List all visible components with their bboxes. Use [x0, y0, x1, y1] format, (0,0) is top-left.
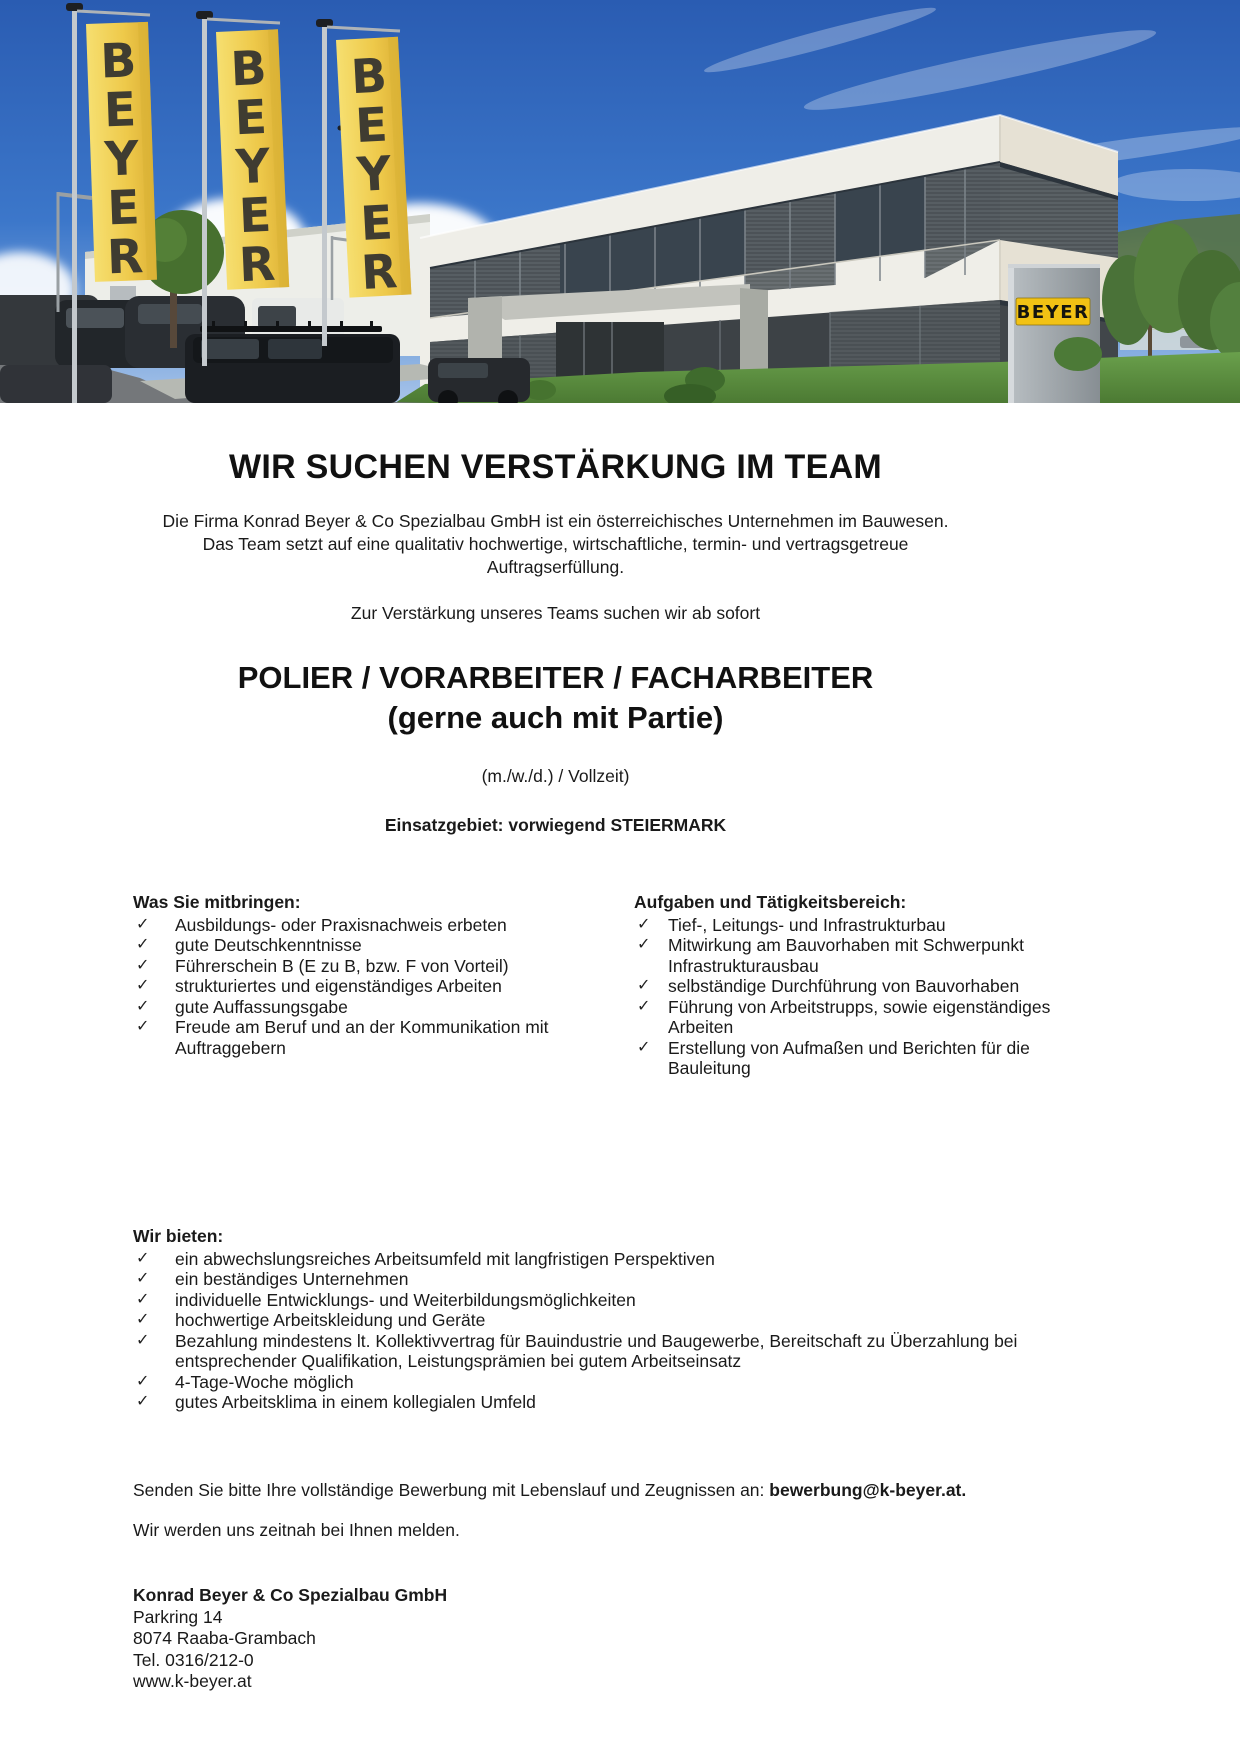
application-email: bewerbung@k-beyer.at	[769, 1479, 962, 1500]
tasks-column	[634, 892, 1104, 1079]
list-item-text: Ausbildungs- oder Praxisnachweis erbeten	[175, 914, 507, 935]
list-item-text: Tief-, Leitungs- und Infrastrukturbau	[668, 914, 946, 935]
list-item-text: Mitwirkung am Bauvorhaben mit Schwerpunkt Infrastrukturausbau	[668, 935, 1024, 976]
requirements-column	[133, 892, 634, 1079]
intro-line-2: Das Team setzt auf eine qualitativ hochwertige, wirtschaftliche, termin- und vertragsgetreue Auftragserfüllung.	[202, 534, 909, 577]
intro-paragraph	[133, 510, 978, 579]
offer-heading: Wir bieten:	[133, 1225, 224, 1246]
job-title-line-1: POLIER / VORARBEITER / FACHARBEITER	[237, 660, 874, 695]
list-item-text: selbständige Durchführung von Bauvorhaben	[668, 976, 1020, 997]
list-item	[133, 1331, 1123, 1372]
beyer-flag-1	[86, 22, 157, 286]
list-item	[133, 1290, 1123, 1311]
check-icon: ✓	[136, 1249, 150, 1267]
car-near-entrance	[428, 358, 530, 403]
list-item	[133, 1017, 634, 1058]
list-item	[133, 976, 634, 997]
check-icon: ✓	[136, 915, 150, 933]
list-item	[133, 935, 634, 956]
company-website: www.k-beyer.at	[133, 1671, 252, 1692]
list-item-text: ein beständiges Unternehmen	[175, 1269, 409, 1290]
check-icon: ✓	[136, 1270, 150, 1288]
list-item-text: ein abwechslungsreiches Arbeitsumfeld mit langfristigen Perspektiven	[175, 1248, 715, 1269]
list-item-text: strukturiertes und eigenständiges Arbeiten	[175, 976, 502, 997]
check-icon: ✓	[136, 956, 150, 974]
company-street: Parkring 14	[133, 1606, 223, 1627]
list-item	[634, 915, 1104, 936]
list-item	[133, 1310, 1123, 1331]
two-column-section	[133, 892, 1123, 1079]
list-item	[634, 976, 1104, 997]
job-title-line-2: (gerne auch mit Partie)	[387, 700, 724, 735]
check-icon: ✓	[136, 977, 150, 995]
car-foreground-left	[0, 365, 112, 403]
check-icon: ✓	[637, 936, 651, 954]
list-item	[634, 935, 1104, 976]
list-item	[133, 1249, 1123, 1270]
beyer-flag-2	[216, 29, 289, 293]
list-item-text: gutes Arbeitsklima in einem kollegialen Umfeld	[175, 1392, 536, 1413]
company-phone: Tel. 0316/212-0	[133, 1649, 254, 1670]
document-body	[0, 449, 1123, 1693]
list-item-text: gute Auffassungsgabe	[175, 996, 348, 1017]
requirements-heading: Was Sie mitbringen:	[133, 891, 301, 912]
tasks-heading: Aufgaben und Tätigkeitsbereich:	[634, 891, 907, 912]
list-item	[634, 997, 1104, 1038]
check-icon: ✓	[136, 997, 150, 1015]
hero-photo	[0, 0, 1240, 403]
list-item-text: Freude am Beruf und an der Kommunikation mit Auftraggebern	[175, 1017, 549, 1058]
check-icon: ✓	[637, 977, 651, 995]
list-item	[133, 915, 634, 936]
job-subtitle: (m./w./d.) / Vollzeit)	[481, 765, 630, 786]
list-item-text: Bezahlung mindestens lt. Kollektivvertrag für Bauindustrie und Baugewerbe, Bereitschaft zu Überzahlung bei entsprechender Qualifikation, Leistungsprämien bei gutem Arbeitseinsatz	[175, 1330, 1018, 1372]
check-icon: ✓	[136, 1290, 150, 1308]
list-item	[133, 1392, 1123, 1413]
list-item-text: 4-Tage-Woche möglich	[175, 1371, 354, 1392]
application-prefix: Senden Sie bitte Ihre vollständige Bewerbung mit Lebenslauf und Zeugnissen an:	[133, 1479, 770, 1500]
requirements-list	[133, 915, 634, 1059]
page-title: WIR SUCHEN VERSTÄRKUNG IM TEAM	[228, 448, 883, 486]
check-icon: ✓	[637, 915, 651, 933]
list-item	[133, 1372, 1123, 1393]
job-region: Einsatzgebiet: vorwiegend STEIERMARK	[384, 814, 727, 835]
pylon-sign-text: BEYER	[1016, 302, 1090, 323]
lead-line: Zur Verstärkung unseres Teams suchen wir ab sofort	[350, 603, 761, 623]
tasks-list	[634, 915, 1104, 1079]
list-item-text: Führerschein B (E zu B, bzw. F von Vorteil)	[175, 955, 509, 976]
intro-line-1: Die Firma Konrad Beyer & Co Spezialbau GmbH ist ein österreichisches Unternehmen im Bauwesen.	[162, 511, 949, 531]
list-item	[133, 1269, 1123, 1290]
intro-section	[133, 449, 978, 836]
check-icon: ✓	[136, 1393, 150, 1411]
company-block	[133, 1585, 1123, 1693]
offer-section	[133, 1226, 1123, 1413]
beyer-pylon-sign	[1008, 264, 1100, 403]
check-icon: ✓	[136, 1018, 150, 1036]
list-item	[634, 1038, 1104, 1079]
offer-list	[133, 1249, 1123, 1413]
list-item-text: Erstellung von Aufmaßen und Berichten für die Bauleitung	[668, 1037, 1030, 1079]
application-suffix: .	[961, 1479, 967, 1500]
list-item-text: individuelle Entwicklungs- und Weiterbildungsmöglichkeiten	[175, 1289, 636, 1310]
company-name: Konrad Beyer & Co Spezialbau GmbH	[133, 1585, 448, 1606]
check-icon: ✓	[136, 1311, 150, 1329]
check-icon: ✓	[637, 997, 651, 1015]
list-item-text: Führung von Arbeitstrupps, sowie eigenständiges Arbeiten	[668, 996, 1051, 1038]
check-icon: ✓	[136, 1331, 150, 1349]
list-item	[133, 956, 634, 977]
followup-line: Wir werden uns zeitnah bei Ihnen melden.	[133, 1520, 460, 1541]
list-item-text: hochwertige Arbeitskleidung und Geräte	[175, 1310, 486, 1331]
company-city: 8074 Raaba-Grambach	[133, 1628, 316, 1649]
list-item-text: gute Deutschkenntnisse	[175, 935, 362, 956]
check-icon: ✓	[637, 1038, 651, 1056]
check-icon: ✓	[136, 936, 150, 954]
list-item	[133, 997, 634, 1018]
check-icon: ✓	[136, 1372, 150, 1390]
application-line	[133, 1479, 1123, 1502]
job-title	[133, 658, 978, 738]
